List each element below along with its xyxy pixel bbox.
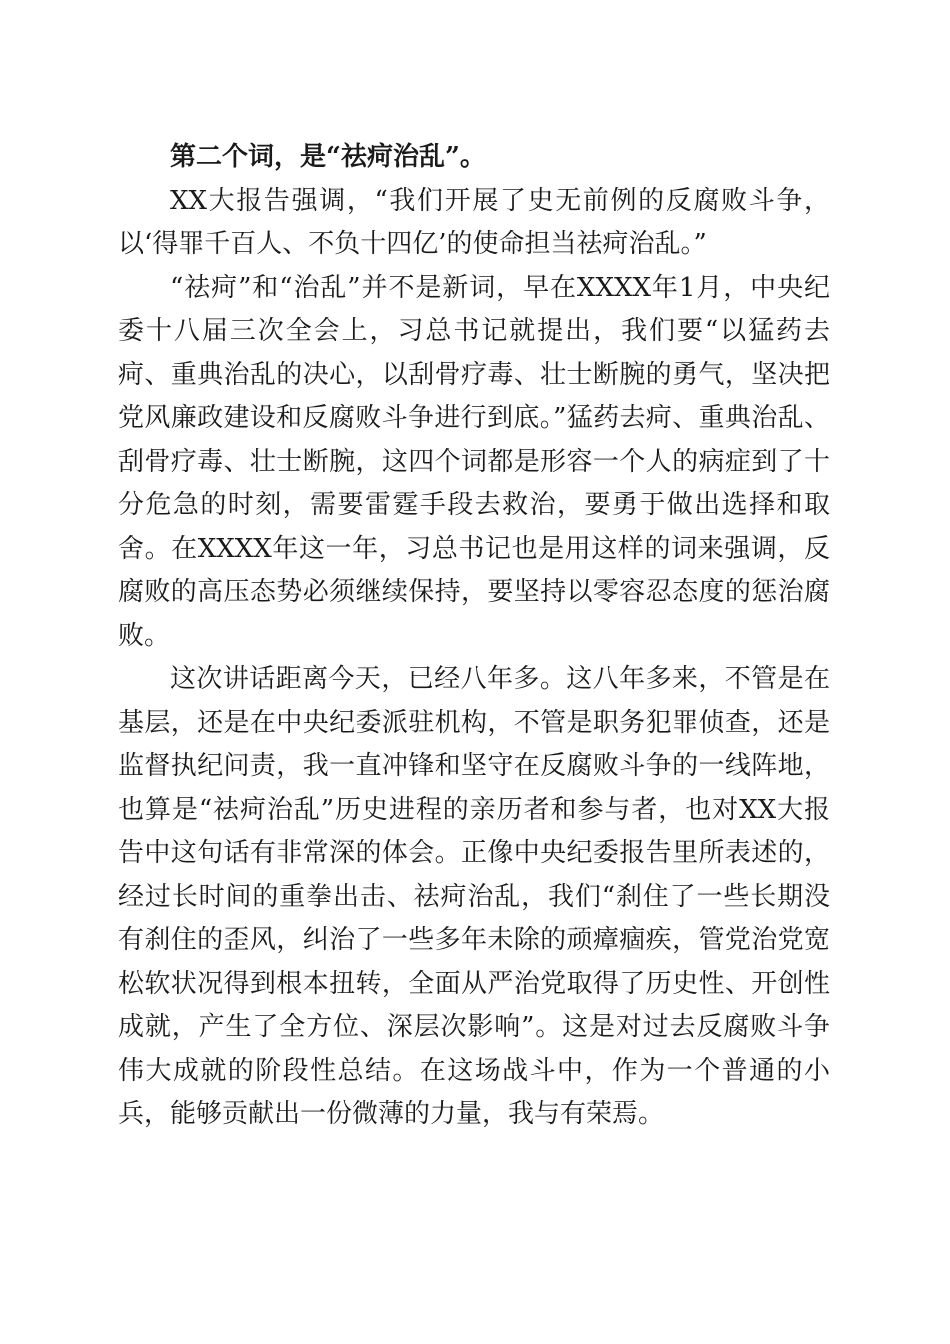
paragraph-personal-experience: 这次讲话距离今天，已经八年多。这八年多来，不管是在基层，还是在中央纪委派驻机构，不管是职务犯罪侦查，还是监督执纪问责，我一直冲锋和坚守在反腐败斗争的一线阵地，也算是“祛疴治乱”历史进程的亲历者和参与者，也对XX大报告中这句话有非常深的体会。正像中央纪委报告里所表述的，经过长时间的重拳出击、祛疴治乱，我们“刹住了一些长期没有刹住的歪风，纠治了一些多年未除的顽瘴痼疾，管党治党宽松软状况得到根本扭转，全面从严治党取得了历史性、开创性成就，产生了全方位、深层次影响”。这是对过去反腐败斗争伟大成就的阶段性总结。在这场战斗中，作为一个普通的小兵，能够贡献出一份微薄的力量，我与有荣焉。 <box>118 664 830 1129</box>
section-heading: 第二个词，是“祛疴治乱”。 <box>170 142 486 172</box>
paragraph-history: “祛疴”和“治乱”并不是新词，早在XXXX年1月，中央纪委十八届三次全会上，习总书记就提出，我们要“以猛药去疴、重典治乱的决心，以刮骨疗毒、壮士断腕的勇气，坚决把党风廉政建设和反腐败斗争进行到底。”猛药去疴、重典治乱、刮骨疗毒、壮士断腕，这四个词都是形容一个人的病症到了十分危急的时刻，需要雷霆手段去救治，要勇于做出选择和取舍。在XXXX年这一年，习总书记也是用这样的词来强调，反腐败的高压态势必须继续保持，要坚持以零容忍态度的惩治腐败。 <box>118 272 830 651</box>
document-body <box>118 136 830 1137</box>
paragraph-report-quote: XX大报告强调，“我们开展了史无前例的反腐败斗争，以‘得罪千百人、不负十四亿’的使命担当祛疴治乱。” <box>118 185 830 259</box>
